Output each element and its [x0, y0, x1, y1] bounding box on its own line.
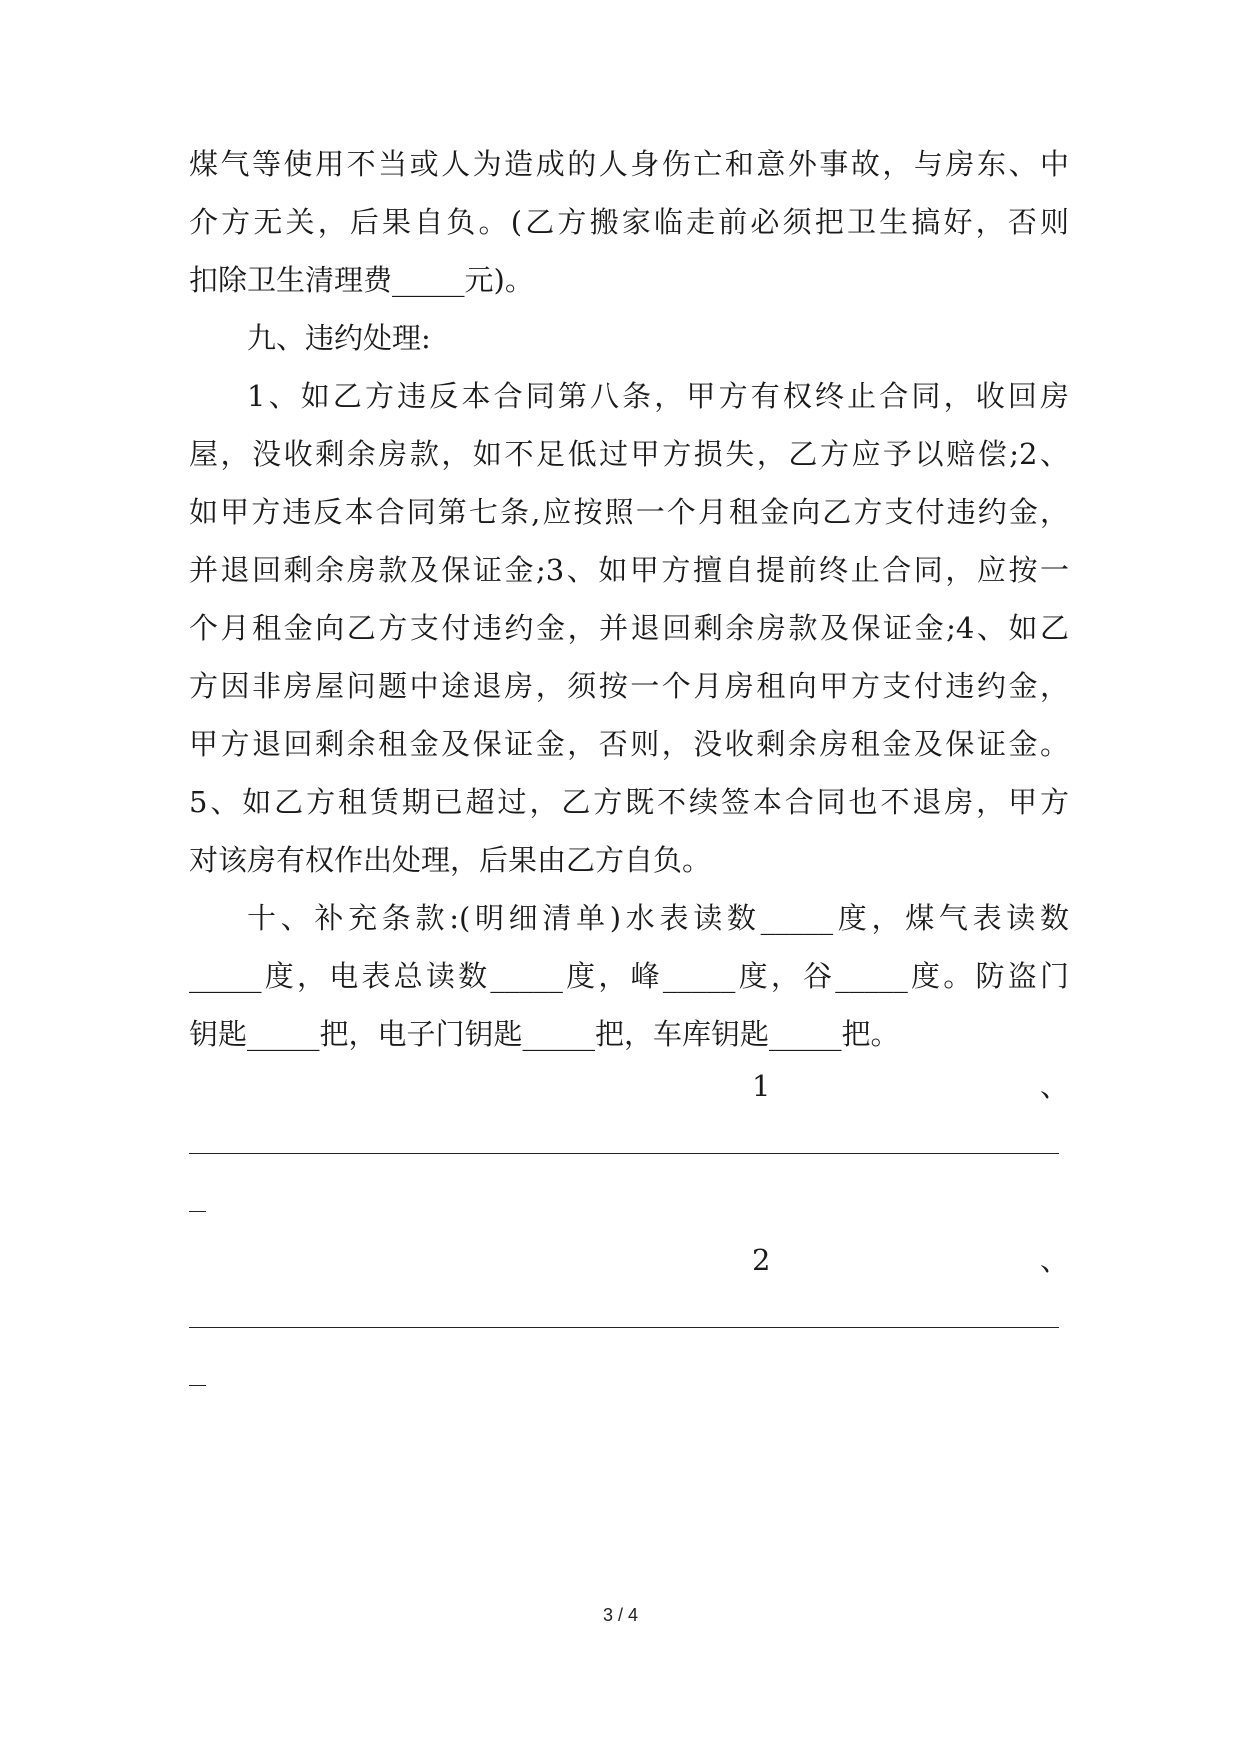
- text-line: 个月租金向乙方支付违约金，并退回剩余房款及保证金;4、如乙: [189, 611, 1069, 645]
- item-number: 1: [752, 1069, 771, 1103]
- text-line: 方因非房屋问题中途退房，须按一个月房租向甲方支付违约金，: [189, 669, 1069, 703]
- item-punctuation: 、: [1040, 1069, 1070, 1103]
- item-punctuation: 、: [1040, 1243, 1070, 1277]
- blank-line-end: [189, 1211, 206, 1212]
- blank-line: [189, 1327, 1059, 1328]
- text-line: 5、如乙方租赁期已超过，乙方既不续签本合同也不退房，甲方: [189, 785, 1069, 819]
- blank-line-end: [189, 1385, 206, 1386]
- text-line: 如甲方违反本合同第七条,应按照一个月租金向乙方支付违约金，: [189, 495, 1069, 529]
- text-line: _____度，电表总读数_____度，峰_____度，谷_____度。防盗门: [189, 959, 1069, 993]
- text-line: 介方无关，后果自负。(乙方搬家临走前必须把卫生搞好，否则: [189, 205, 1069, 239]
- section-heading: 九、违约处理:: [247, 321, 431, 355]
- text-line: 并退回剩余房款及保证金;3、如甲方擅自提前终止合同，应按一: [189, 553, 1069, 587]
- text-line: 扣除卫生清理费_____元)。: [189, 263, 534, 297]
- item-number: 2: [752, 1243, 771, 1277]
- text-line: 煤气等使用不当或人为造成的人身伤亡和意外事故，与房东、中: [189, 147, 1069, 181]
- blank-line: [189, 1153, 1059, 1154]
- text-line: 钥匙_____把，电子门钥匙_____把，车库钥匙_____把。: [189, 1017, 900, 1051]
- text-line: 甲方退回剩余租金及保证金，否则，没收剩余房租金及保证金。: [189, 727, 1069, 761]
- text-line: 屋，没收剩余房款，如不足低过甲方损失，乙方应予以赔偿;2、: [189, 437, 1069, 471]
- text-line: 对该房有权作出处理，后果由乙方自负。: [189, 843, 712, 877]
- text-line: 1、如乙方违反本合同第八条，甲方有权终止合同，收回房: [247, 379, 1069, 413]
- section-heading: 十、补充条款:(明细清单)水表读数_____度，煤气表读数: [247, 901, 1069, 935]
- page-number: 3 / 4: [602, 1605, 639, 1625]
